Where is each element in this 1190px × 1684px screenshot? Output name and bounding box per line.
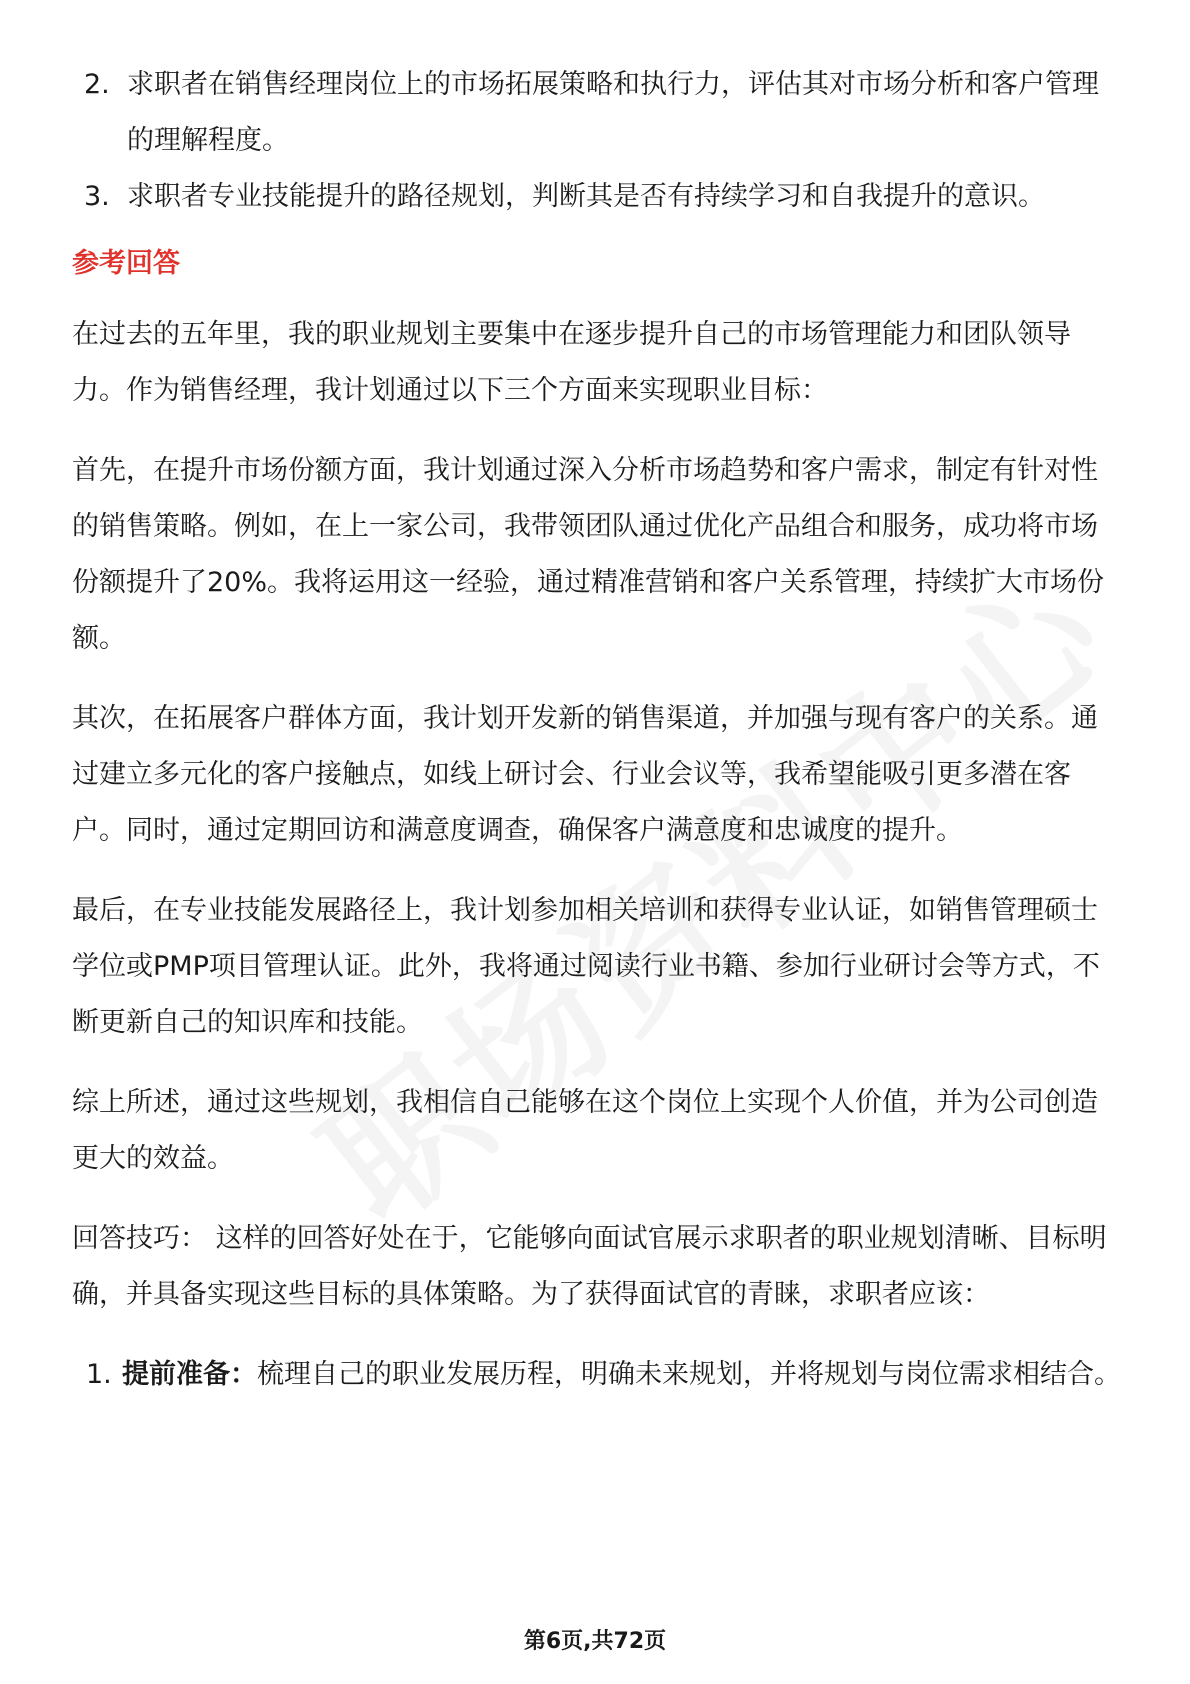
list-number: 2. — [84, 69, 110, 100]
list-label: 提前准备： — [122, 1359, 257, 1390]
paragraph: 最后，在专业技能发展路径上，我计划参加相关培训和获得专业认证，如销售管理硕士学位或PMP项目管理认证。此外，我将通过阅读行业书籍、参加行业研讨会等方式，不断更新自己的知识库和技能。 — [72, 895, 1100, 1038]
list-item — [72, 169, 1122, 225]
list-text: 求职者专业技能提升的路径规划，判断其是否有持续学习和自我提升的意识。 — [127, 181, 1045, 212]
list-item — [72, 57, 1122, 169]
paragraph: 其次，在拓展客户群体方面，我计划开发新的销售渠道，并加强与现有客户的关系。通过建立多元化的客户接触点，如线上研讨会、行业会议等，我希望能吸引更多潜在客户。同时，通过定期回访和满意度调查，确保客户满意度和忠诚度的提升。 — [72, 703, 1098, 846]
paragraph: 在过去的五年里，我的职业规划主要集中在逐步提升自己的市场管理能力和团队领导力。作为销售经理，我计划通过以下三个方面来实现职业目标： — [72, 319, 1071, 406]
page-footer: 第6页,共72页 — [523, 1629, 667, 1654]
section-title: 参考回答 — [72, 248, 180, 279]
list-text: 梳理自己的职业发展历程，明确未来规划，并将规划与岗位需求相结合。 — [257, 1359, 1121, 1390]
paragraph: 综上所述，通过这些规划，我相信自己能够在这个岗位上实现个人价值，并为公司创造更大的效益。 — [72, 1087, 1098, 1174]
paragraph: 首先，在提升市场份额方面，我计划通过深入分析市场趋势和客户需求，制定有针对性的销售策略。例如，在上一家公司，我带领团队通过优化产品组合和服务，成功将市场份额提升了20%。我将运用这一经验，通过精准营销和客户关系管理，持续扩大市场份额。 — [72, 455, 1105, 654]
answer-tips: 回答技巧： 这样的回答好处在于，它能够向面试官展示求职者的职业规划清晰、目标明确，并具备实现这些目标的具体策略。为了获得面试官的青睐，求职者应该： — [72, 1223, 1107, 1310]
list-text: 求职者在销售经理岗位上的市场拓展策略和执行力，评估其对市场分析和客户管理的理解程度。 — [127, 69, 1099, 156]
list-number: 1. — [86, 1359, 112, 1390]
list-number: 3. — [84, 181, 110, 212]
list-item — [72, 1347, 1122, 1403]
document-content — [72, 57, 1122, 1403]
